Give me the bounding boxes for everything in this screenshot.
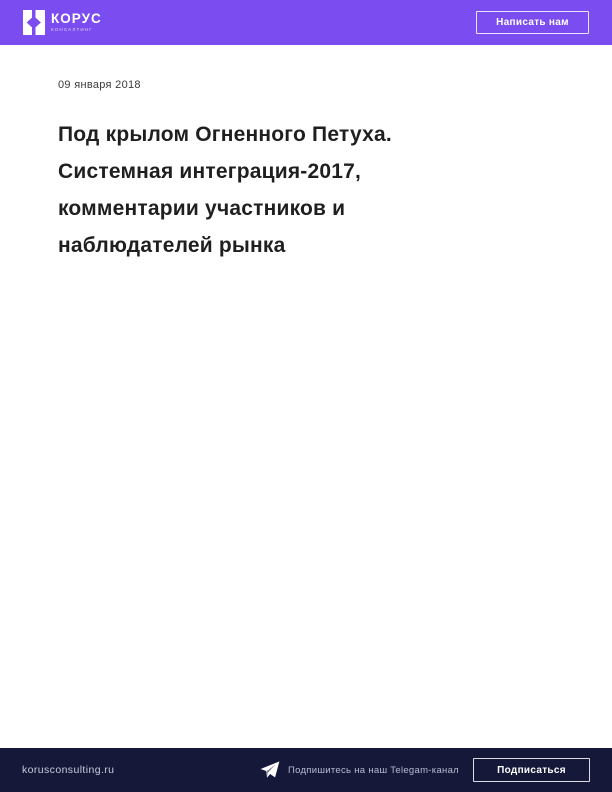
logo-subtitle: КОНСАЛТИНГ (51, 27, 93, 33)
article-title: Под крылом Огненного Петуха. Системная интеграция-2017, комментарии участников и наблюдателей рынка (58, 123, 392, 257)
telegram-subscribe-group (260, 758, 590, 782)
telegram-caption: Подпишитесь на наш Telegam-канал (287, 764, 459, 776)
site-link[interactable]: korusconsulting.ru (22, 764, 115, 776)
header (0, 0, 612, 45)
korus-logo-icon (23, 10, 45, 35)
article-date: 09 января 2018 (58, 79, 141, 91)
footer (0, 748, 612, 792)
logo-title: КОРУС (51, 11, 102, 27)
logo[interactable] (23, 10, 102, 35)
subscribe-button[interactable]: Подписаться (473, 758, 590, 782)
telegram-icon (260, 761, 280, 779)
logo-text (51, 12, 102, 33)
article (58, 79, 498, 264)
contact-button[interactable]: Написать нам (476, 11, 589, 34)
